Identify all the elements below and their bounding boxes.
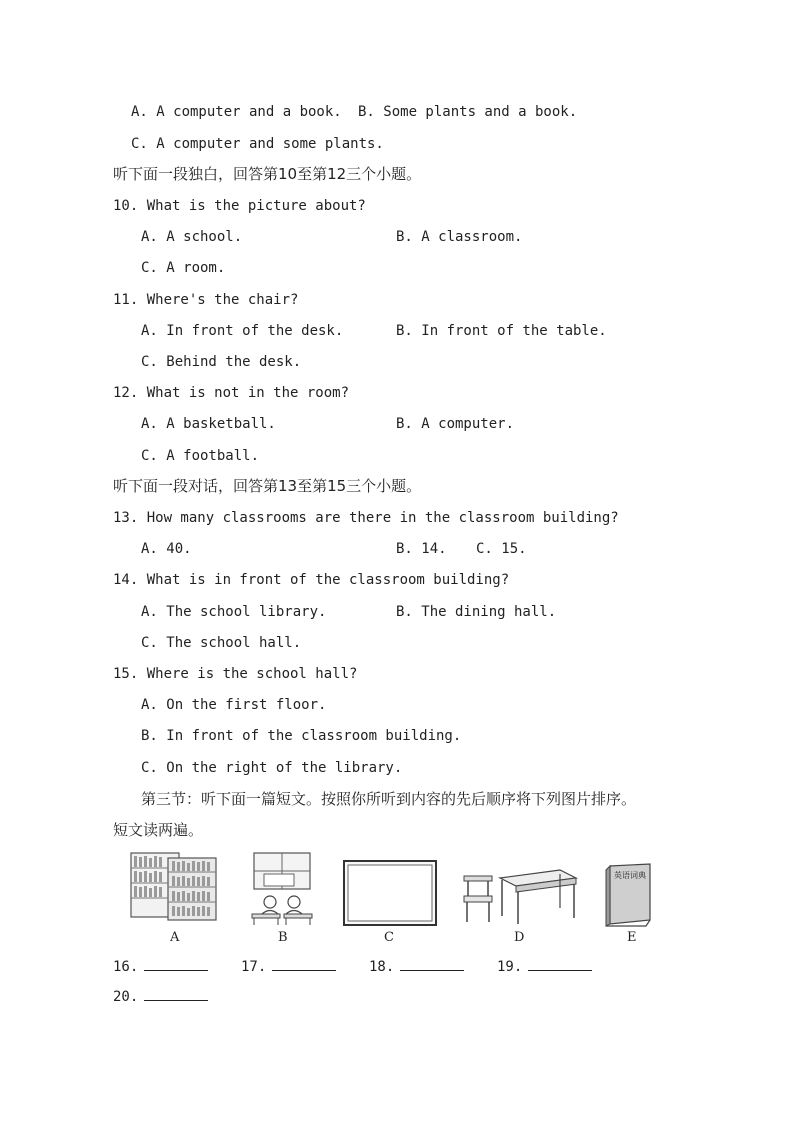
answer-blank-16[interactable]: 16. — [113, 956, 208, 977]
q15-option-b: B. In front of the classroom building. — [141, 728, 462, 744]
picture-label-a: A — [170, 930, 180, 945]
question-15: 15. Where is the school hall? — [113, 666, 358, 682]
q14-option-b: B. The dining hall. — [396, 604, 557, 620]
q10-option-b: B. A classroom. — [396, 229, 523, 245]
q15-option-a: A. On the first floor. — [141, 697, 327, 713]
picture-label-b: B — [278, 930, 288, 945]
section-dialogue-heading: 听下面一段对话，回答第13至第15三个小题。 — [113, 477, 422, 495]
question-10: 10. What is the picture about? — [113, 198, 366, 214]
q14-option-a: A. The school library. — [141, 604, 327, 620]
q11-option-c: C. Behind the desk. — [141, 354, 302, 370]
q10-option-a: A. A school. — [141, 229, 243, 245]
q12-option-c: C. A football. — [141, 448, 260, 464]
question-13: 13. How many classrooms are there in the classroom building? — [113, 510, 619, 526]
q13-option-c: C. 15. — [476, 541, 527, 557]
bookshelf-icon — [130, 852, 218, 922]
section-monologue-heading: 听下面一段独白，回答第10至第12三个小题。 — [113, 165, 422, 183]
q11-option-a: A. In front of the desk. — [141, 323, 344, 339]
answer-blank-18[interactable]: 18. — [369, 956, 464, 977]
q14-option-c: C. The school hall. — [141, 635, 302, 651]
section3-instruction-cont: 短文读两遍。 — [113, 821, 204, 839]
q15-option-c: C. On the right of the library. — [141, 760, 403, 776]
answer-blank-17[interactable]: 17. — [241, 956, 336, 977]
q11-option-b: B. In front of the table. — [396, 323, 607, 339]
answer-blank-20[interactable]: 20. — [113, 986, 208, 1007]
q9-option-a: A. A computer and a book. — [131, 104, 342, 120]
question-12: 12. What is not in the room? — [113, 385, 350, 401]
question-14: 14. What is in front of the classroom building? — [113, 572, 510, 588]
q12-option-a: A. A basketball. — [141, 416, 276, 432]
answer-blank-19[interactable]: 19. — [497, 956, 592, 977]
dictionary-title: 英语词典 — [614, 871, 646, 880]
blackboard-icon — [343, 860, 437, 926]
q10-option-c: C. A room. — [141, 260, 226, 276]
q13-option-a: A. 40. — [141, 541, 192, 557]
classroom-students-icon — [250, 852, 314, 926]
dictionary-icon — [604, 862, 654, 928]
q12-option-b: B. A computer. — [396, 416, 515, 432]
q9-option-b: B. Some plants and a book. — [358, 104, 578, 120]
q13-option-b: B. 14. — [396, 541, 447, 557]
picture-label-c: C — [384, 930, 394, 945]
question-11: 11. Where's the chair? — [113, 292, 299, 308]
desk-chair-icon — [460, 864, 578, 926]
q9-option-c: C. A computer and some plants. — [131, 136, 384, 152]
picture-label-d: D — [514, 930, 525, 945]
picture-label-e: E — [627, 930, 637, 945]
section3-instruction: 第三节：听下面一篇短文。按照你所听到内容的先后顺序将下列图片排序。 — [141, 790, 637, 808]
